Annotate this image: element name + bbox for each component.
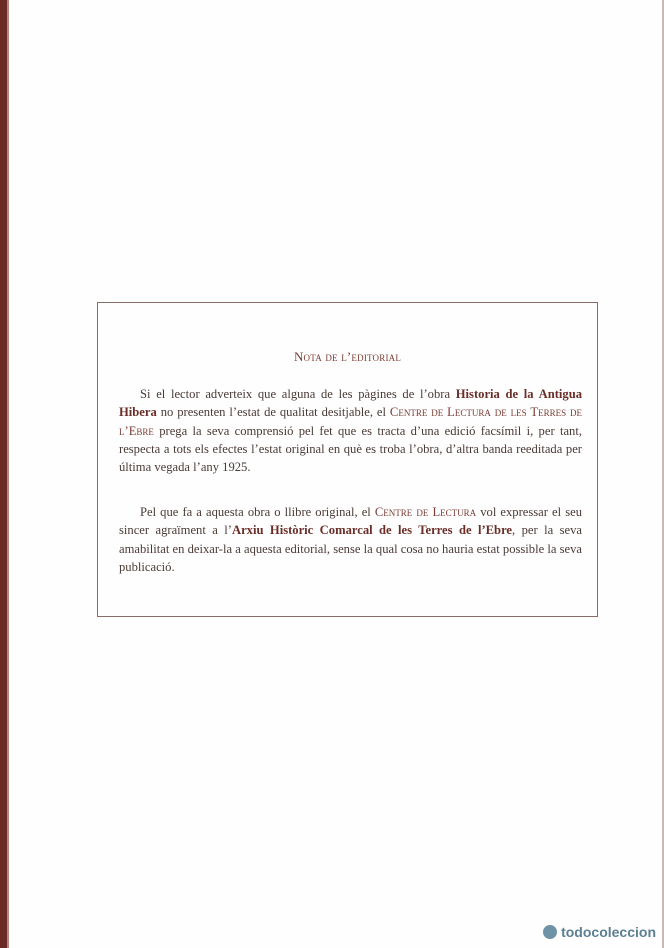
- p2-institution-name: Centre de Lectura: [374, 505, 477, 519]
- p2-text-3: , per la seva amabilitat en deixar-la a aquesta editorial, sense la qual cosa no hauria estat possible la seva publicació.: [119, 523, 583, 574]
- todocoleccion-logo-icon: [543, 925, 557, 939]
- book-spine-edge: [0, 0, 7, 948]
- note-title-text: Nota de l’editorial: [293, 349, 402, 364]
- p1-text-2: no presenten l’estat de qualitat desitjable, el: [156, 405, 390, 420]
- editorial-note-box: [97, 302, 598, 617]
- p2-text-2: vol expressar el seu sincer agraïment a l’: [119, 505, 582, 538]
- book-spine-shadow: [7, 0, 9, 948]
- note-title: [98, 349, 597, 365]
- p1-text-1: Si el lector adverteix que alguna de les pàgines de l’obra: [140, 387, 456, 401]
- p1-institution-name: Centre de Lectura de les Terres de l’Ebre: [119, 405, 582, 438]
- watermark-text: todocoleccion: [561, 924, 656, 940]
- p2-text-1: Pel que fa a aquesta obra o llibre original, el: [140, 505, 375, 519]
- note-paragraph-2: [119, 503, 582, 576]
- p1-text-3: prega la seva comprensió pel fet que es tracta d’una edició facsímil i, per tant, respecta a tots els efectes l’estat original en què es troba l’obra, d’altra banda reeditada per última vegada l’any 1925.: [119, 423, 582, 475]
- p2-archive-name: Arxiu Històric Comarcal de les Terres de l’Ebre: [231, 523, 513, 538]
- p1-book-title: Historia de la Antigua Hibera: [119, 387, 582, 420]
- note-paragraph-1: [119, 385, 582, 476]
- watermark: [543, 924, 656, 940]
